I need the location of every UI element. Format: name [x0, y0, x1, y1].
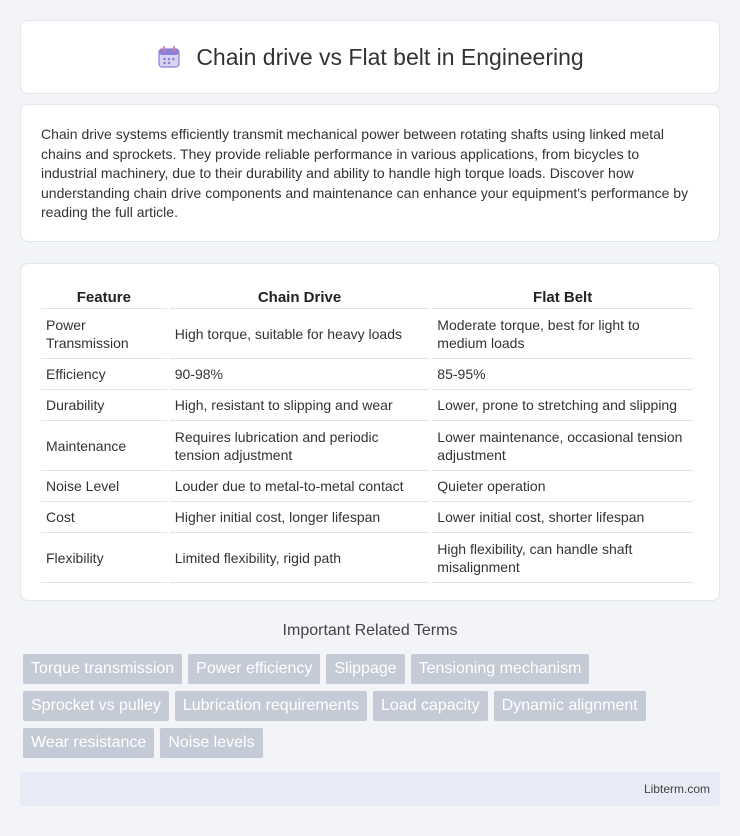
- cell-chain-drive: Requires lubrication and periodic tension adjustment: [170, 421, 430, 471]
- cell-flat-belt: High flexibility, can handle shaft misalignment: [432, 533, 693, 583]
- table-row: [41, 502, 693, 533]
- cell-feature: Flexibility: [41, 533, 167, 583]
- tag-torque-transmission[interactable]: Torque transmission: [23, 654, 182, 684]
- table-row: [41, 309, 693, 359]
- tag-wear-resistance[interactable]: Wear resistance: [23, 728, 154, 758]
- intro-card: [20, 104, 720, 242]
- intro-text: Chain drive systems efficiently transmit mechanical power between rotating shafts using linked metal chains and sprockets. They provide reliable performance in various applications, from bicycles to industrial machinery, due to their durability and ability to handle high torque loads. Discover how understanding chain drive components and maintenance can enhance your equipment's performance by reading the full article.: [41, 126, 689, 221]
- cell-chain-drive: 90-98%: [170, 359, 430, 390]
- cell-feature: Power Transmission: [41, 309, 167, 359]
- cell-feature: Cost: [41, 502, 167, 533]
- cell-feature: Efficiency: [41, 359, 167, 390]
- tag-dynamic-alignment[interactable]: Dynamic alignment: [494, 691, 646, 721]
- cell-chain-drive: High torque, suitable for heavy loads: [170, 309, 430, 359]
- cell-chain-drive: High, resistant to slipping and wear: [170, 390, 430, 421]
- page-title: Chain drive vs Flat belt in Engineering: [196, 43, 584, 70]
- cell-flat-belt: Quieter operation: [432, 471, 693, 502]
- header-flat-belt: Flat Belt: [432, 286, 693, 309]
- cell-chain-drive: Louder due to metal-to-metal contact: [170, 471, 430, 502]
- table-row: [41, 471, 693, 502]
- cell-flat-belt: Moderate torque, best for light to medium loads: [432, 309, 693, 359]
- cell-flat-belt: Lower, prone to stretching and slipping: [432, 390, 693, 421]
- comparison-table: [38, 286, 696, 583]
- related-terms-heading: Important Related Terms: [282, 622, 458, 639]
- calendar-icon: [156, 44, 182, 70]
- footer: [20, 772, 720, 806]
- tag-load-capacity[interactable]: Load capacity: [373, 691, 488, 721]
- cell-feature: Durability: [41, 390, 167, 421]
- table-row: [41, 390, 693, 421]
- comparison-card: [20, 263, 720, 601]
- tag-slippage[interactable]: Slippage: [326, 654, 404, 684]
- table-header-row: [41, 286, 693, 309]
- cell-feature: Noise Level: [41, 471, 167, 502]
- cell-feature: Maintenance: [41, 421, 167, 471]
- cell-chain-drive: Higher initial cost, longer lifespan: [170, 502, 430, 533]
- tag-sprocket-vs-pulley[interactable]: Sprocket vs pulley: [23, 691, 169, 721]
- tag-noise-levels[interactable]: Noise levels: [160, 728, 262, 758]
- cell-chain-drive: Limited flexibility, rigid path: [170, 533, 430, 583]
- related-terms-list: [23, 654, 723, 758]
- header-feature: Feature: [41, 286, 167, 309]
- cell-flat-belt: 85-95%: [432, 359, 693, 390]
- title-card: [20, 20, 720, 94]
- cell-flat-belt: Lower maintenance, occasional tension adjustment: [432, 421, 693, 471]
- tag-power-efficiency[interactable]: Power efficiency: [188, 654, 320, 684]
- table-row: [41, 359, 693, 390]
- footer-site-link[interactable]: Libterm.com: [643, 782, 710, 796]
- table-row: [41, 533, 693, 583]
- header-chain-drive: Chain Drive: [170, 286, 430, 309]
- cell-flat-belt: Lower initial cost, shorter lifespan: [432, 502, 693, 533]
- tag-tensioning-mechanism[interactable]: Tensioning mechanism: [411, 654, 590, 684]
- tag-lubrication-requirements[interactable]: Lubrication requirements: [175, 691, 367, 721]
- table-row: [41, 421, 693, 471]
